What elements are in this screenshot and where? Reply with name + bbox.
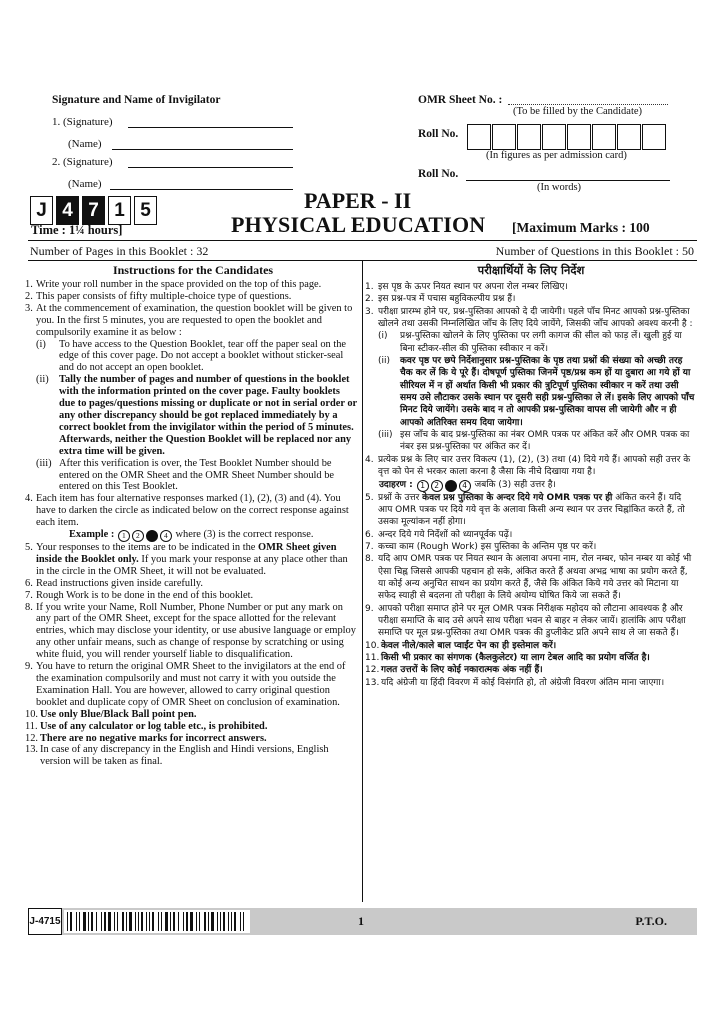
barcode-bar: [173, 912, 175, 931]
example-row: Example : 1 2 3 4 where (3) is the correct response.: [69, 529, 314, 541]
pto-label: P.T.O.: [635, 914, 667, 928]
roll-no-words-label: Roll No.: [418, 168, 459, 180]
pages-count: Number of Pages in this Booklet : 32: [30, 244, 209, 258]
name-2-line[interactable]: [110, 189, 293, 190]
roll-no-words-field[interactable]: [466, 180, 670, 181]
list-item: (ii) कवर पृष्ठ पर छपे निर्देशानुसार प्रश्न-पुस्तिका के पृष्ठ तथा प्रश्नों की संख्या को अच्छी तरह चैक कर लें कि ये पूरे हैं। दोषपूर्ण पुस्तिका जिनमें पृष्ठ/प्रश्न कम हों या दुबारा आ गये हों या सीरियल में न हों अर्थात किसी भी प्रकार की त्रुटिपूर्ण पुस्तिका स्वीकार न करें तथा उसी समय उसे लौटाकर उसके स्थान पर दूसरी सही प्रश्न-पुस्तिका ले लें। इसके लिए आपको पाँच मिनट दिये जायेंगे। उसके बाद न तो आपकी प्रश्न-पुस्तिका वापस ली जायेगी और न ही आपको अतिरिक्त समय दिया जायेगा।: [378, 356, 695, 428]
barcode-bar: [91, 912, 93, 931]
list-item: 2. This paper consists of fifty multiple-choice type of questions.: [25, 290, 292, 302]
list-item: 9. You have to return the original OMR Sheet to the invigilators at the end of the examination compulsorily and must not carry it with you outside the Examination Hall. You are however, allowed to carry original question booklet and duplicate copy of OMR Sheet on conclusion of examination.: [25, 661, 346, 708]
footer-bar: [28, 908, 697, 935]
list-item: 10. केवल नीले/काले बाल प्वाईंट पेन का ही इस्तेमाल करें।: [365, 640, 557, 651]
barcode-bar: [208, 912, 209, 931]
barcode-bar: [170, 912, 171, 931]
hindi-instructions: [365, 281, 697, 689]
invigilator-title: Signature and Name of Invigilator: [52, 94, 221, 106]
barcode-bar: [138, 912, 139, 931]
barcode-bar: [135, 912, 136, 931]
barcode-bar: [223, 912, 225, 931]
barcode-bar: [240, 912, 241, 931]
barcode-bar: [196, 912, 197, 931]
barcode-bar: [129, 912, 132, 931]
signature-2-line[interactable]: [128, 167, 293, 168]
list-item: 4. प्रत्येक प्रश्न के लिए चार उत्तर विकल्प (1), (2), (3) तथा (4) दिये गये हैं। आपको सही उत्तर के वृत्त को पेन से भरकर काला करना है जैसा कि नीचे दिखाया गया है।: [365, 454, 691, 478]
name-1-label: (Name): [68, 138, 102, 150]
list-item: 2. इस प्रश्न-पत्र में पचास बहुविकल्पीय प्रश्न हैं।: [365, 294, 516, 305]
list-item: 11. Use of any calculator or log table etc., is prohibited.: [25, 720, 268, 732]
list-item: 1. Write your roll number in the space provided on the top of this page.: [25, 279, 322, 290]
list-item: (iii) After this verification is over, the Test Booklet Number should be entered on the OMR Sheet and the OMR Sheet Number should be entered on this Test Booklet.: [36, 457, 335, 493]
column-divider: [362, 260, 363, 902]
barcode-icon: [64, 910, 250, 933]
page-number: 1: [358, 914, 364, 928]
questions-count: Number of Questions in this Booklet : 50: [495, 244, 694, 258]
max-marks: [Maximum Marks : 100: [512, 220, 650, 235]
barcode-bar: [108, 912, 111, 931]
english-instructions: [25, 279, 358, 768]
barcode-bar: [231, 912, 232, 931]
paper-code-digit: 4: [56, 196, 79, 225]
example-row: उदाहरण : 1 2 3 4 जबकि (3) सही उत्तर है।: [379, 479, 556, 490]
barcode-bar: [101, 912, 102, 931]
list-item: 3. परीक्षा प्रारम्भ होने पर, प्रश्न-पुस्तिका आपको दे दी जायेगी। पहले पाँच मिनट आपको प्रश्न-पुस्तिका खोलने तथा उसकी निम्नलिखित जाँच के लिए दिये जायेंगे, जिसकी जाँच आपको अवश्य करनी है :: [365, 306, 693, 330]
option-4-circle: 4: [459, 480, 471, 492]
barcode-bar: [211, 912, 214, 931]
list-item: 7. कच्चा काम (Rough Work) इस पुस्तिका के अन्तिम पृष्ठ पर करें।: [365, 541, 597, 552]
list-item: (iii) इस जाँच के बाद प्रश्न-पुस्तिका का नंबर OMR पत्रक पर अंकित करें और OMR पत्रक का नंबर इस प्रश्न-पुस्तिका पर अंकित कर दें।: [378, 430, 690, 453]
barcode-bar: [161, 912, 162, 931]
list-item: 12. There are no negative marks for incorrect answers.: [25, 732, 267, 744]
barcode-bar: [79, 912, 80, 931]
barcode-bar: [104, 912, 106, 931]
list-item: 13. In case of any discrepancy in the English and Hindi versions, English version will be taken as final.: [25, 744, 329, 768]
barcode-bar: [186, 912, 188, 931]
barcode-bar: [67, 912, 68, 931]
option-2-circle: 2: [431, 480, 443, 492]
roll-no-words-hint: (In words): [537, 182, 582, 193]
list-item: 1. इस पृष्ठ के ऊपर नियत स्थान पर अपना रोल नम्बर लिखिए।: [365, 282, 568, 292]
roll-digit-box[interactable]: [567, 124, 591, 150]
list-item: (i) To have access to the Question Booklet, tear off the paper seal on the edge of this cover page. Do not accept a booklet without sticker-seal and do not accept an open booklet.: [36, 338, 347, 374]
roll-digit-box[interactable]: [467, 124, 491, 150]
list-item: 13. यदि अंग्रेजी या हिंदी विवरण में कोई विसंगति हो, तो अंग्रेजी विवरण अंतिम माना जाएगा।: [365, 677, 665, 688]
hindi-heading: परीक्षार्थियों के लिए निर्देश: [477, 263, 585, 277]
option-1-circle: 1: [417, 480, 429, 492]
barcode-bar: [204, 912, 206, 931]
list-item: 11. किसी भी प्रकार का संगणक (कैलकुलेटर) या लाग टेबल आदि का प्रयोग वर्जित है।: [365, 652, 650, 663]
option-4-circle: 4: [160, 530, 172, 542]
barcode-bar: [152, 912, 154, 931]
paper-code-letter: J: [30, 196, 53, 225]
list-item: (i) प्रश्न-पुस्तिका खोलने के लिए पुस्तिका पर लगी कागज की सील को फाड़ लें। खुली हुई या बिना स्टीकर-सील की पुस्तिका स्वीकार न करें।: [378, 331, 682, 354]
barcode-bar: [96, 912, 97, 931]
option-3-filled-circle: 3: [146, 530, 158, 542]
name-1-line[interactable]: [112, 149, 293, 150]
barcode-bar: [122, 912, 124, 931]
barcode-bar: [149, 912, 150, 931]
barcode-bar: [146, 912, 147, 931]
barcode-bar: [76, 912, 77, 931]
omr-sheet-hint: (To be filled by the Candidate): [513, 106, 643, 117]
list-item: 8. If you write your Name, Roll Number, Phone Number or put any mark on any part of the OMR Sheet, except for the space allotted for the relevant entries, which may disclose your identity, or use abusive language or employ any other unfair means, such as change of response by scratching or using white fluid, you will render yourself liable to disqualification.: [25, 601, 356, 661]
signature-2-label: 2. (Signature): [52, 156, 113, 168]
barcode-bar: [83, 912, 86, 931]
roll-digit-box[interactable]: [517, 124, 541, 150]
option-2-circle: 2: [132, 530, 144, 542]
barcode-bar: [117, 912, 118, 931]
option-1-circle: 1: [118, 530, 130, 542]
paper-code-digit: 1: [108, 196, 131, 225]
barcode-bar: [165, 912, 168, 931]
barcode-bar: [70, 912, 72, 931]
list-item: 7. Rough Work is to be done in the end of this booklet.: [25, 589, 254, 601]
list-item: 6. Read instructions given inside carefully.: [25, 577, 203, 589]
title-divider: [28, 240, 697, 241]
name-2-label: (Name): [68, 178, 102, 190]
paper-code-digit: 7: [82, 196, 105, 225]
list-item: 10. Use only Blue/Black Ball point pen.: [25, 708, 197, 720]
barcode-bar: [88, 912, 89, 931]
barcode-bar: [158, 912, 159, 931]
signature-1-label: 1. (Signature): [52, 116, 113, 128]
barcode-bar: [234, 912, 236, 931]
list-item: 8. यदि आप OMR पत्रक पर नियत स्थान के अलावा अपना नाम, रोल नम्बर, फोन नम्बर या कोई भी ऐसा चिह्न जिससे आपकी पहचान हो सके, अंकित करते हैं अथवा अभद्र भाषा का प्रयोग करते हैं, या कोई अन्य अनुचित साधन का प्रयोग करते हैं, जैसे कि अंकित किये गये उत्तर को मिटाना या सफेद स्याही से बदलना तो परीक्षा के लिये अयोग्य घोषित किये जा सकते हैं।: [365, 554, 692, 602]
list-item: 3. At the commencement of examination, the question booklet will be given to you. In the first 5 minutes, you are requested to open the booklet and compulsorily examine it as below :: [25, 302, 353, 338]
list-item: 12. गलत उत्तरों के लिए कोई नकारात्मक अंक नहीं हैं।: [365, 665, 543, 676]
paper-number: PAPER - II: [304, 188, 412, 213]
footer-code: J-4715: [28, 908, 62, 935]
barcode-bar: [243, 912, 244, 931]
english-heading: Instructions for the Candidates: [112, 263, 274, 277]
roll-digit-box[interactable]: [592, 124, 616, 150]
list-item: 5. Your responses to the items are to be indicated in the OMR Sheet given inside the Booklet only. If you mark your response at any place other than in the circle in the OMR Sheet, it will not be evaluated.: [25, 542, 348, 577]
barcode-bar: [114, 912, 115, 931]
list-item: 5. प्रश्नों के उत्तर केवल प्रश्न पुस्तिका के अन्दर दिये गये OMR पत्रक पर ही अंकित करने हैं। यदि आप OMR पत्रक पर दिये गये वृत्त के अलावा किसी अन्य स्थान पर उत्तर चिह्नांकित करते हैं, तो उसका मूल्यांकन नहीं होगा।: [365, 492, 685, 528]
list-item: 4. Each item has four alternative responses marked (1), (2), (3) and (4). You have to darken the circle as indicated below on the correct response against each item.: [25, 493, 349, 529]
list-item: 9. आपको परीक्षा समाप्त होने पर मूल OMR पत्रक निरीक्षक महोदय को लौटाना आवश्यक है और परीक्षा समाप्ति के बाद उसे अपने साथ परीक्षा भवन से बाहर न लेकर जायें। हालांकि आप परीक्षा समाप्ति पर मूल प्रश्न-पुस्तिका तथा OMR पत्रक की डुप्लीकेट प्रति अपने साथ ले जा सकते हैं।: [365, 603, 686, 639]
barcode-bar: [126, 912, 127, 931]
signature-1-line[interactable]: [128, 127, 293, 128]
omr-sheet-label: OMR Sheet No. :: [418, 94, 503, 106]
subject-title: PHYSICAL EDUCATION: [231, 212, 486, 237]
roll-no-label: Roll No.: [418, 128, 459, 140]
option-3-filled-circle: 3: [445, 480, 457, 492]
barcode-bar: [220, 912, 221, 931]
roll-digit-box[interactable]: [617, 124, 641, 150]
barcode-bar: [183, 912, 184, 931]
roll-digit-box[interactable]: [492, 124, 516, 150]
barcode-bar: [178, 912, 179, 931]
time-allowed: Time : 1¼ hours]: [31, 223, 123, 237]
roll-digit-box[interactable]: [642, 124, 666, 150]
barcode-bar: [141, 912, 143, 931]
barcode-bar: [199, 912, 200, 931]
list-item: (ii) Tally the number of pages and number of questions in the booklet with the information printed on the cover page. Faulty booklets due to pages/questions missing or duplicate or not in serial order or any other discrepancy should be got replaced immediately by a correct booklet from the invigilator within the period of 5 minutes. Afterwards, neither the Question Booklet will be replaced nor any extra time will be given.: [36, 374, 357, 457]
roll-digit-box[interactable]: [542, 124, 566, 150]
barcode-bar: [228, 912, 229, 931]
barcode-bar: [190, 912, 193, 931]
barcode-bar: [217, 912, 218, 931]
roll-no-hint: (In figures as per admission card): [486, 150, 627, 161]
omr-sheet-field[interactable]: [508, 104, 668, 105]
list-item: 6. अन्दर दिये गये निर्देशों को ध्यानपूर्वक पढ़ें।: [365, 529, 513, 540]
paper-code-digit: 5: [134, 196, 157, 225]
